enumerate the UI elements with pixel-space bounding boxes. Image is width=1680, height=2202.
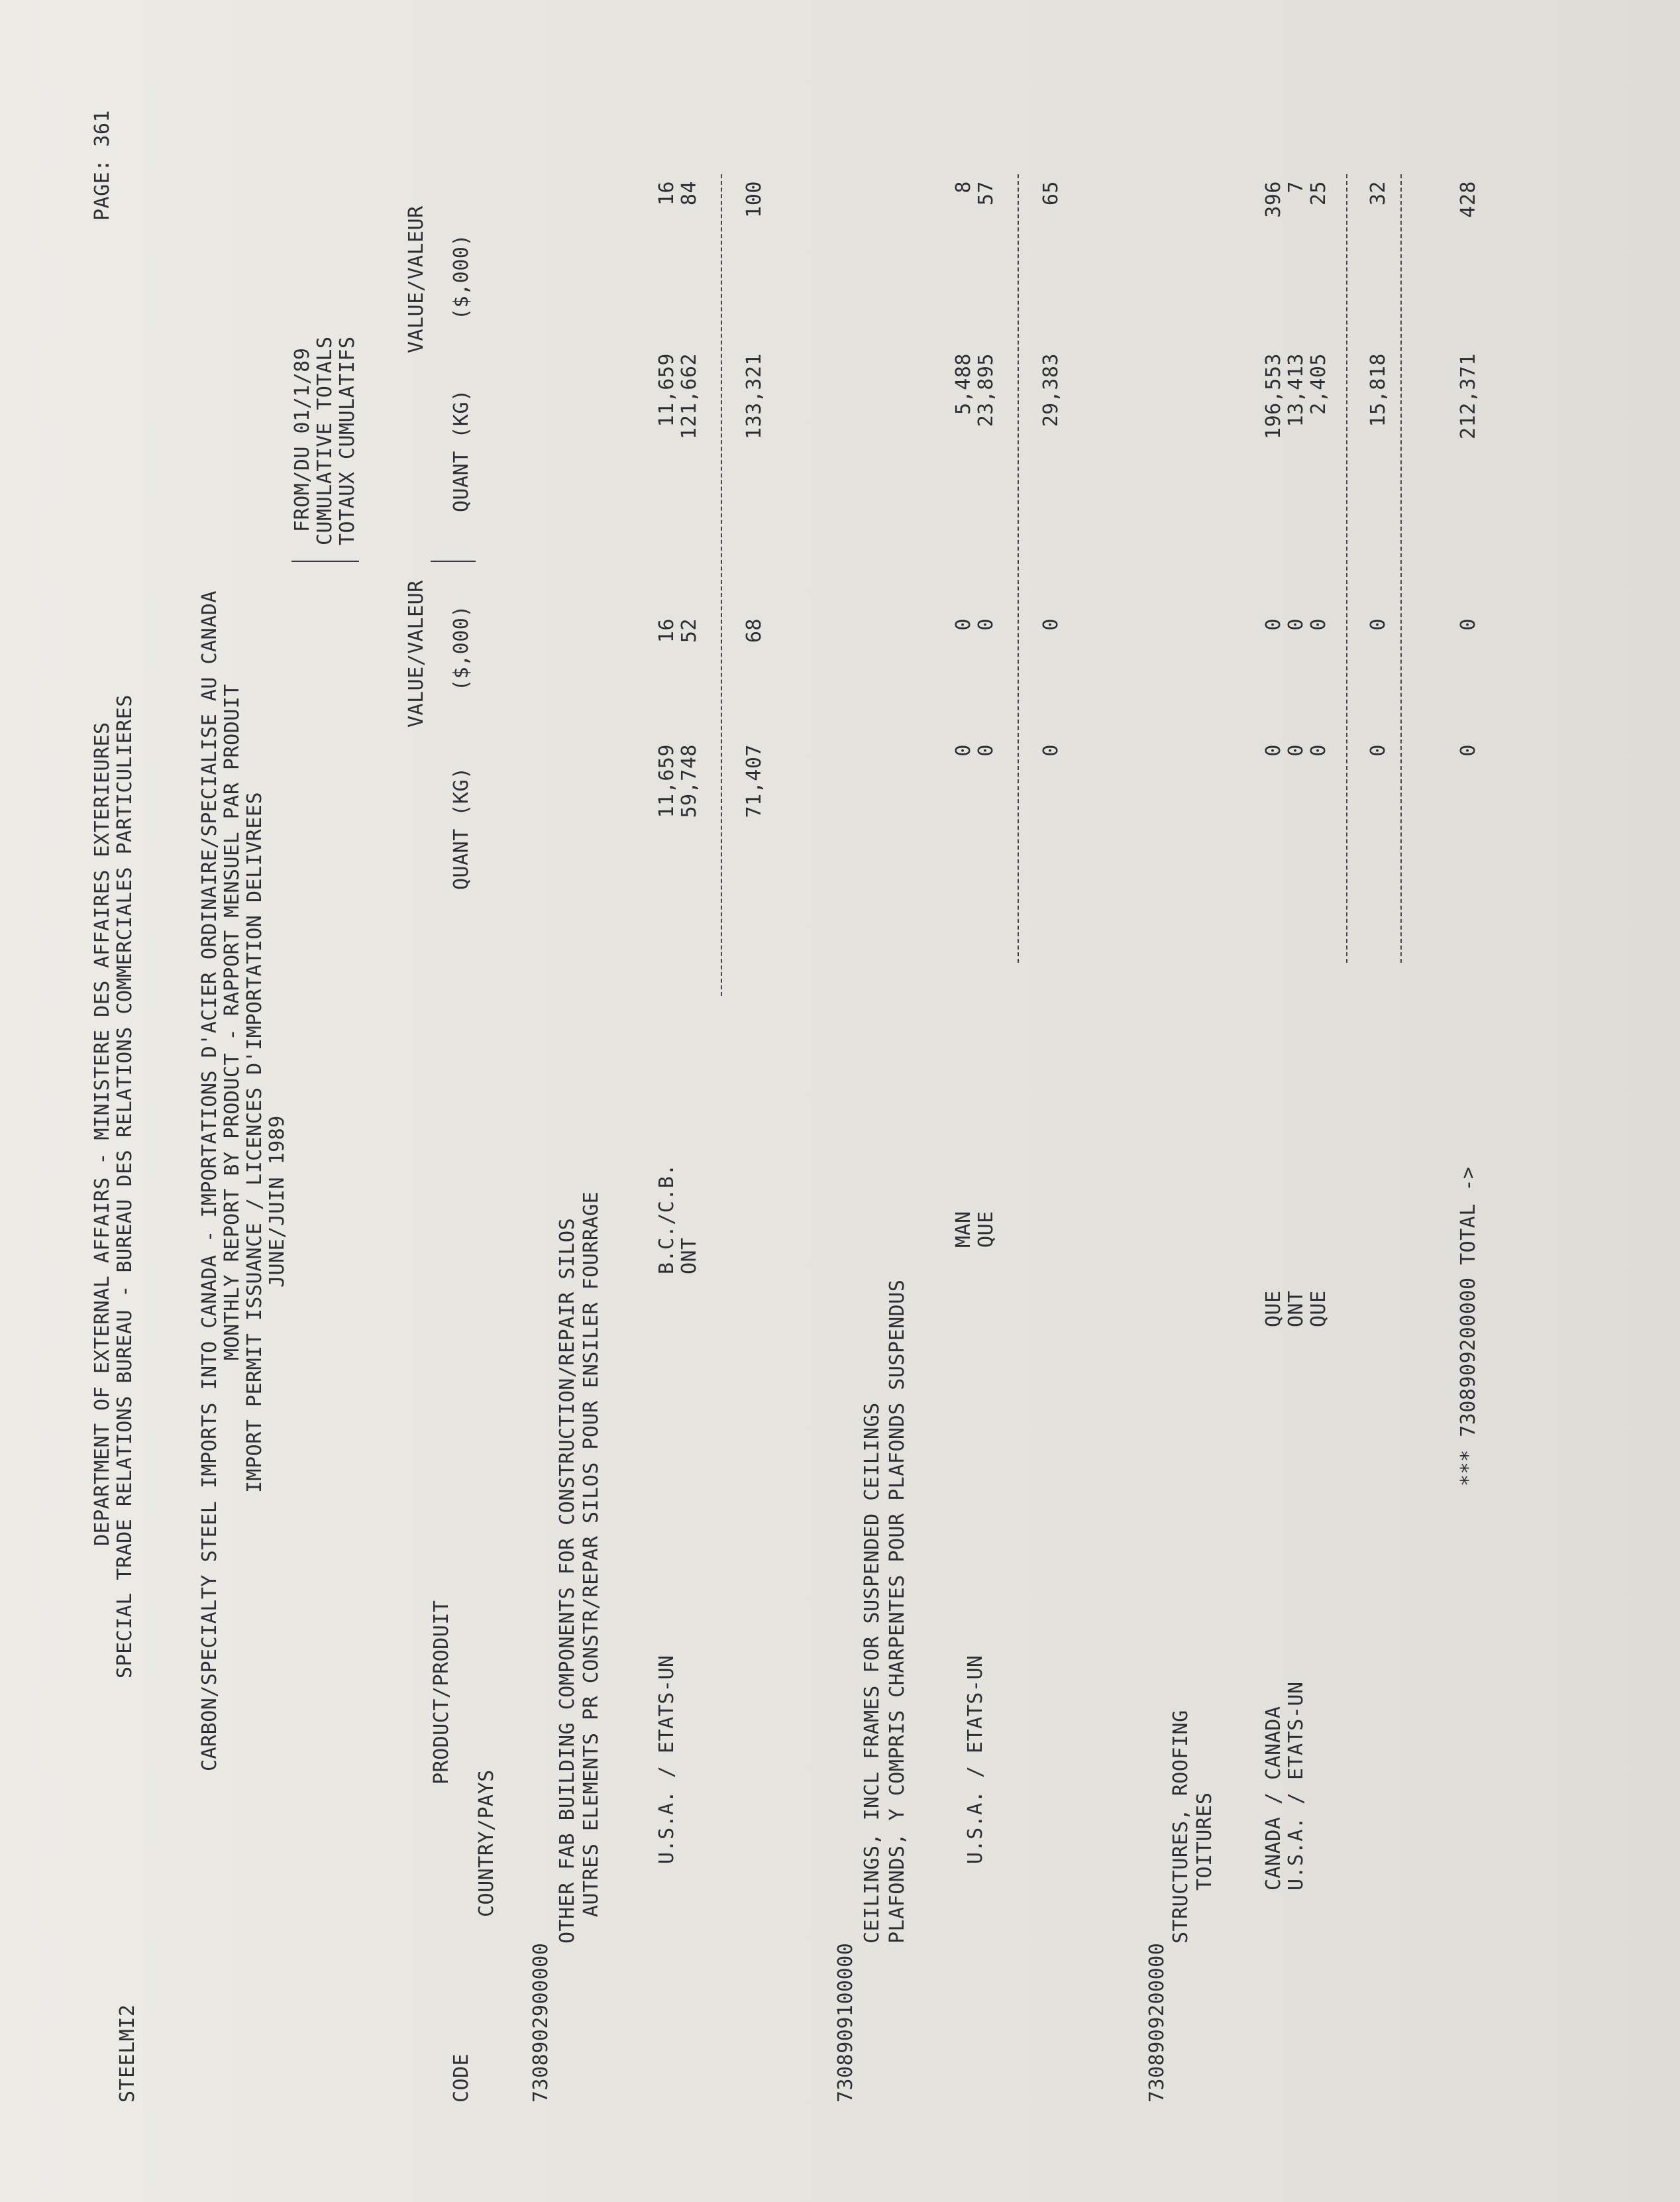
col-product: PRODUCT/PRODUIT <box>430 1600 453 1785</box>
grand-total-value: 0 <box>1457 618 1480 631</box>
province: MAN <box>952 1211 975 1248</box>
subtotal-cumulative-value: 100 <box>743 181 766 218</box>
quantity: 0 <box>1285 744 1308 757</box>
value: 52 <box>678 618 701 643</box>
value: 0 <box>952 618 975 631</box>
subtotal-value: 68 <box>743 618 766 643</box>
section-desc-en: CEILINGS, INCL FRAMES FOR SUSPENDED CEILINGS <box>861 1402 884 1944</box>
cumulative-value: 25 <box>1307 181 1330 206</box>
cumulative-value: 16 <box>655 181 678 206</box>
cumulative-totals: CUMULATIVE TOTALS <box>313 336 337 545</box>
section-desc-en: STRUCTURES, ROOFING <box>1169 1710 1192 1944</box>
value: 0 <box>1307 618 1330 631</box>
report-subtitle: MONTHLY REPORT BY PRODUCT - RAPPORT MENSUEL PAR PRODUIT <box>221 684 244 1360</box>
cumulative-quantity: 2,405 <box>1307 353 1330 415</box>
col-code: CODE <box>450 2053 473 2103</box>
department-line: DEPARTMENT OF EXTERNAL AFFAIRS - MINISTERE DES AFFAIRES EXTERIEURES <box>91 722 114 1546</box>
section-code: 7308909100000 <box>834 1942 857 2103</box>
totaux-cumulatifs: TOTAUX CUMULATIFS <box>336 336 359 545</box>
subtotal-value: 0 <box>1367 618 1390 631</box>
grand-total-cumulative-quantity: 212,371 <box>1457 353 1480 439</box>
report-id: STEELMI2 <box>116 2004 139 2103</box>
total-rule <box>1400 174 1402 963</box>
subtotal-cumulative-value: 65 <box>1039 181 1063 206</box>
province: B.C./C.B. <box>655 1163 678 1274</box>
province: QUE <box>974 1211 998 1248</box>
cumulative-value: 84 <box>678 181 701 206</box>
grand-total-label: *** 7308909200000 TOTAL -> <box>1457 1166 1480 1486</box>
col-quant-cumul: QUANT (KG) <box>450 389 473 512</box>
permit-line: IMPORT PERMIT ISSUANCE / LICENCES D'IMPORTATION DELIVREES <box>243 791 266 1493</box>
cumulative-value: 8 <box>952 181 975 193</box>
subtotal-cumulative-quantity: 15,818 <box>1367 353 1390 427</box>
column-separator <box>431 561 453 562</box>
country-name: U.S.A. / ETATS-UN <box>655 1655 678 1864</box>
quantity: 0 <box>952 744 975 757</box>
section-code: 7308902900000 <box>529 1942 552 2103</box>
report-title: CARBON/SPECIALTY STEEL IMPORTS INTO CANADA - IMPORTATIONS D'ACIER ORDINAIRE/SPECIALISE AU CANADA <box>198 590 221 1771</box>
value: 16 <box>655 618 678 643</box>
section-desc-fr: AUTRES ELEMENTS PR CONSTR/REPAR SILOS POUR ENSILER FOURRAGE <box>580 1191 603 1917</box>
column-separator <box>291 561 314 562</box>
subtotal-value: 0 <box>1039 618 1063 631</box>
grand-total-cumulative-value: 428 <box>1457 181 1480 218</box>
cumulative-quantity: 196,553 <box>1262 353 1285 439</box>
column-separator <box>453 561 476 562</box>
column-separator <box>314 561 337 562</box>
subtotal-quantity: 0 <box>1039 744 1063 757</box>
col-value-cumul: VALUE/VALEUR <box>405 205 428 353</box>
value: 0 <box>974 618 998 631</box>
subtotal-quantity: 0 <box>1367 744 1390 757</box>
cumulative-value: 396 <box>1262 181 1285 218</box>
cumulative-quantity: 23,895 <box>974 353 998 427</box>
page-number: PAGE: 361 <box>91 109 114 221</box>
province: ONT <box>1285 1290 1308 1327</box>
cumulative-value: 7 <box>1285 181 1308 193</box>
province: QUE <box>1307 1290 1330 1327</box>
col-value-cumul-units: ($,000) <box>450 234 473 320</box>
cumulative-quantity: 5,488 <box>952 353 975 415</box>
section-code: 7308909200000 <box>1145 1942 1169 2103</box>
value: 0 <box>1285 618 1308 631</box>
quantity: 0 <box>974 744 998 757</box>
subtotal-cumulative-value: 32 <box>1367 181 1390 206</box>
cumulative-value: 57 <box>974 181 998 206</box>
bureau-line: SPECIAL TRADE RELATIONS BUREAU - BUREAU DES RELATIONS COMMERCIALES PARTICULIERES <box>113 694 136 1679</box>
province: ONT <box>678 1237 701 1274</box>
cumulative-quantity: 121,662 <box>678 353 701 439</box>
section-desc-fr: PLAFONDS, Y COMPRIS CHARPENTES POUR PLAFONDS SUSPENDUS <box>886 1279 909 1944</box>
subtotal-quantity: 71,407 <box>743 744 766 818</box>
country-name: U.S.A. / ETATS-UN <box>964 1655 987 1864</box>
country-name: U.S.A. / ETATS-UN <box>1285 1681 1308 1891</box>
cumulative-quantity: 13,413 <box>1285 353 1308 427</box>
col-value-month: VALUE/VALEUR <box>405 580 428 728</box>
value: 0 <box>1262 618 1285 631</box>
quantity: 59,748 <box>678 744 701 818</box>
cumulative-quantity: 11,659 <box>655 353 678 427</box>
subtotal-rule <box>1018 174 1019 963</box>
subtotal-rule <box>721 174 722 996</box>
province: QUE <box>1262 1290 1285 1327</box>
quantity: 11,659 <box>655 744 678 818</box>
col-value-month-units: ($,000) <box>450 605 473 691</box>
section-desc-fr: TOITURES <box>1193 1792 1216 1891</box>
quantity: 0 <box>1262 744 1285 757</box>
quantity: 0 <box>1307 744 1330 757</box>
report-period: JUNE/JUIN 1989 <box>266 1115 289 1288</box>
column-separator <box>337 561 359 562</box>
cumulative-from: FROM/DU 01/1/89 <box>291 347 314 532</box>
col-quant-month: QUANT (KG) <box>450 767 473 890</box>
country-name: CANADA / CANADA <box>1262 1706 1285 1891</box>
col-country: COUNTRY/PAYS <box>475 1769 498 1917</box>
grand-total-quantity: 0 <box>1457 744 1480 757</box>
subtotal-rule <box>1346 174 1347 963</box>
subtotal-cumulative-quantity: 133,321 <box>743 353 766 439</box>
section-desc-en: OTHER FAB BUILDING COMPONENTS FOR CONSTRUCTION/REPAIR SILOS <box>556 1217 579 1944</box>
subtotal-cumulative-quantity: 29,383 <box>1039 353 1063 427</box>
